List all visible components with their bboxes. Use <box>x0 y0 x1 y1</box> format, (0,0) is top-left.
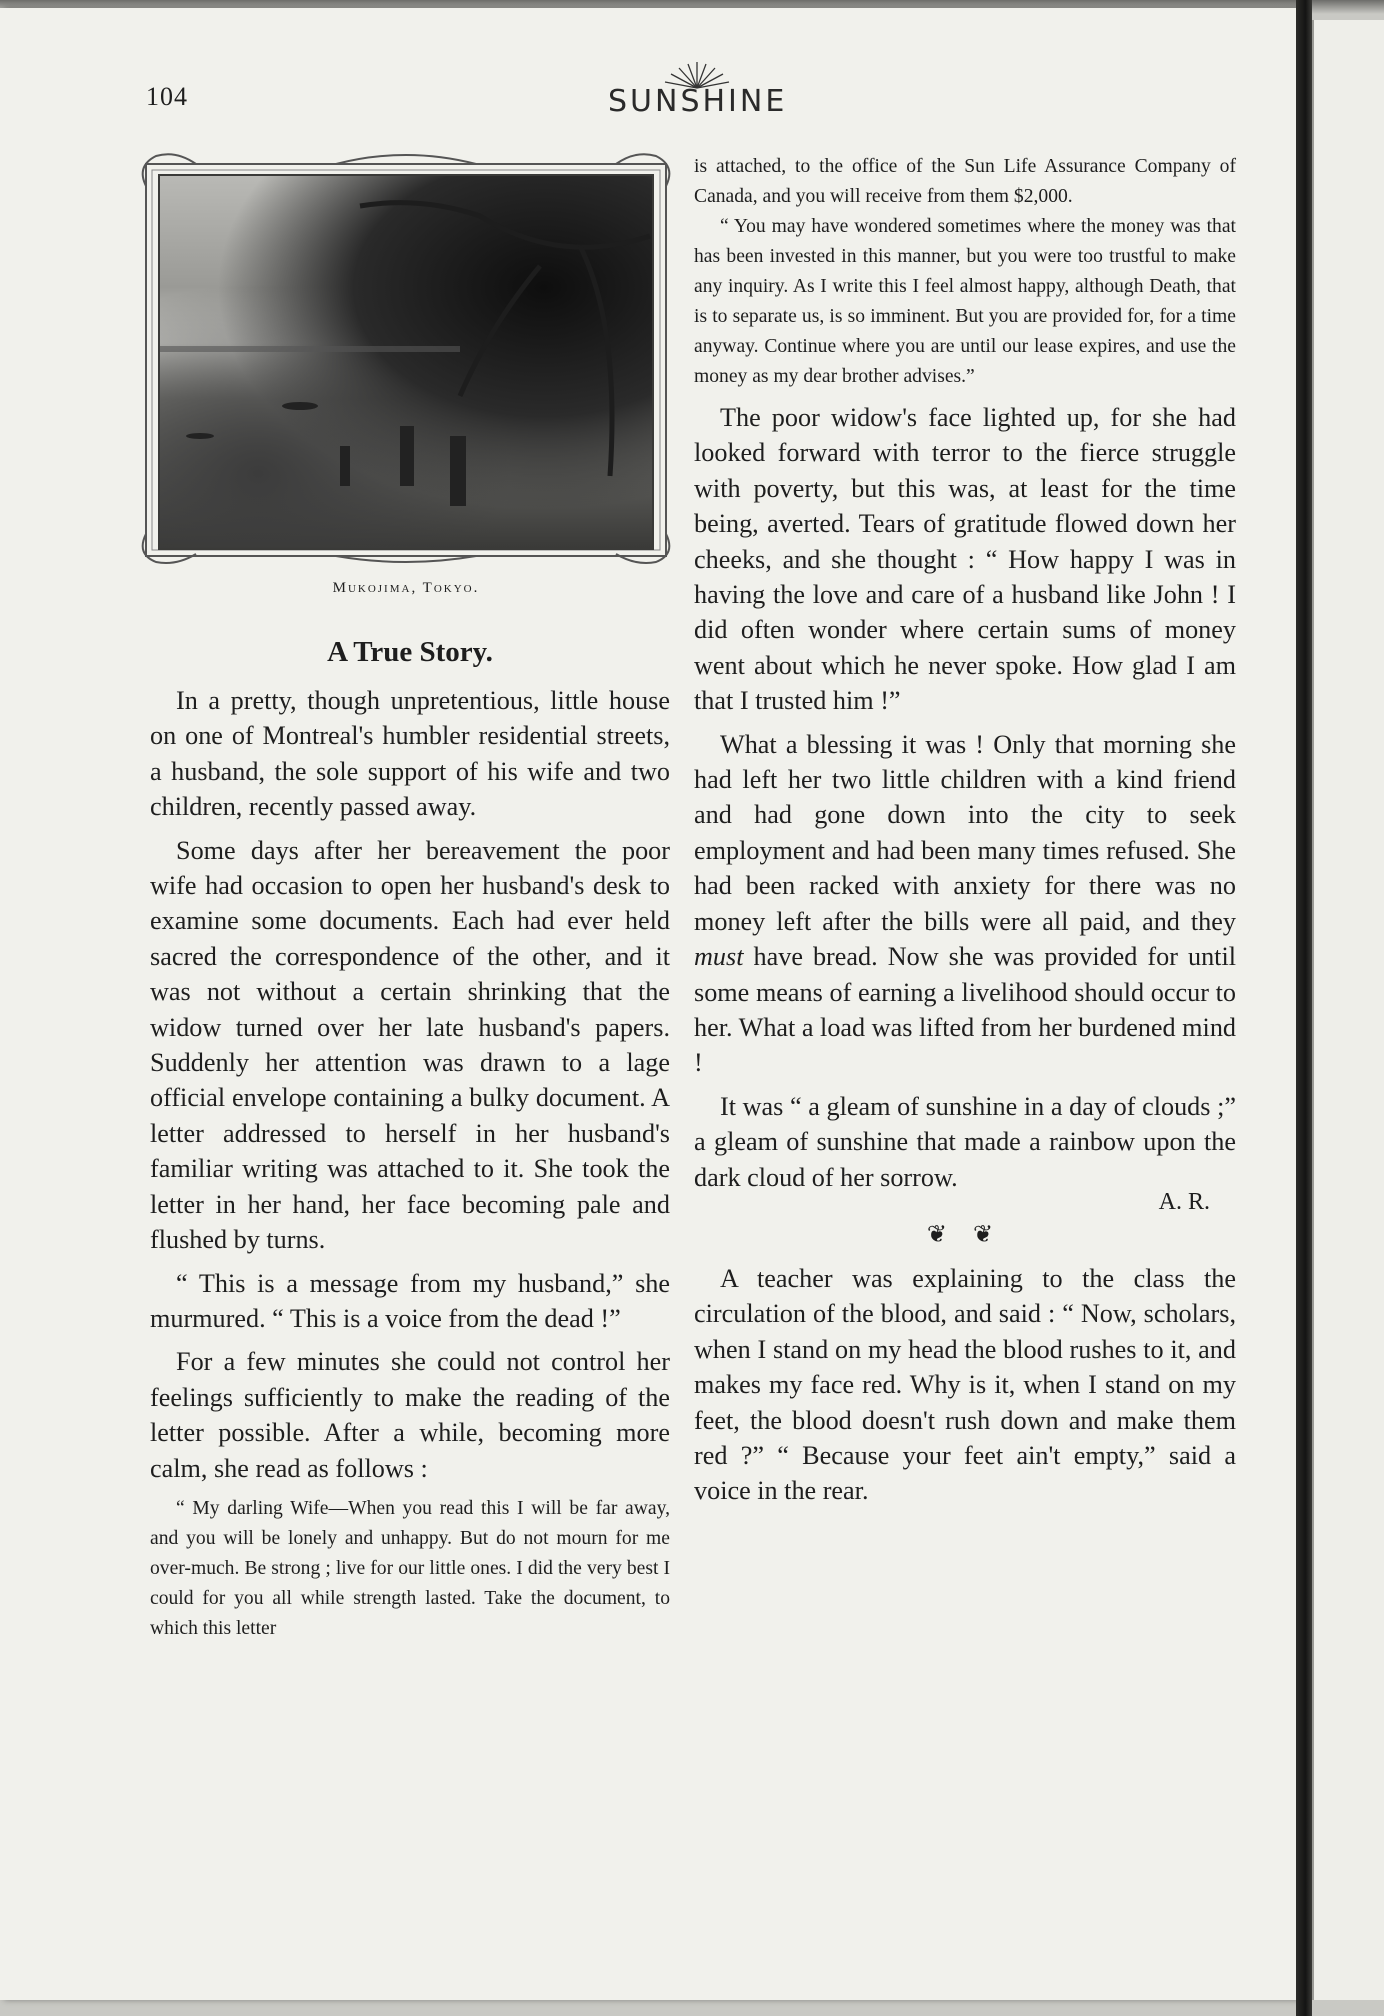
left-column <box>150 620 670 1644</box>
paragraph: For a few minutes she could not control her feelings sufficiently to make the reading of the letter possible. After a while, becoming more calm, she read as follows : <box>150 1347 670 1483</box>
letter-text: “ You may have wondered sometimes where the money was that has been invested in this manner, but you were too trustful to make any inquiry. As I write this I feel almost happy, although Death, that is to separate us, is so imminent. But you are provided for, for a time anyway. Continue where you are until our lease expires, and use the money as my dear brother advises.” <box>694 216 1236 387</box>
anecdote-paragraph: A teacher was explaining to the class the circulation of the blood, and said : “ Now, scholars, when I stand on my head the blood rushes to it, and makes my face red. Why is it, when I stand on my feet, the blood doesn't rush down and make them red ?” “ Because your feet ain't empty,” said a voice in the rear. <box>694 1263 1236 1506</box>
fleuron-ornament-icon: ❦ ❦ <box>926 1221 1004 1248</box>
author-signature: A. R. <box>1158 1188 1210 1215</box>
paragraph <box>694 727 1236 1081</box>
article-title: A True Story. <box>327 636 493 668</box>
page-binding <box>1296 0 1312 2016</box>
photograph-frame <box>136 146 676 566</box>
paragraph-text: have bread. Now she was provided for until some means of earning a livelihood should occur to her. What a load was lifted from her burdened mind ! <box>694 942 1237 1078</box>
page-number: 104 <box>146 82 188 111</box>
facing-page-edge <box>1312 20 1384 2000</box>
paragraph: In a pretty, though unpretentious, little house on one of Montreal's humbler residential streets, a husband, the sole support of his wife and two children, recently passed away. <box>150 686 670 822</box>
photo-caption: Mukojima, Tokyo. <box>332 580 480 596</box>
cherry-blossom-river-photo <box>158 174 654 550</box>
paragraph: Some days after her bereavement the poor wife had occasion to open her husband's desk to examine some documents. Each had ever held sacred the correspondence of the other, and it was not without a certain shrinking that the widow turned over her late husband's papers. Suddenly her attention was drawn to a lage official envelope containing a bulky document. A letter addressed to herself in her husband's familiar writing was attached to it. She took the letter in her hand, her face becoming pale and flushed by turns. <box>150 835 670 1255</box>
paragraph: “ This is a message from my husband,” she murmured. “ This is a voice from the dead !” <box>150 1268 670 1333</box>
letter-text: is attached, to the office of the Sun Life Assurance Company of Canada, and you will receive from them $2,000. <box>694 156 1236 207</box>
emphasis: must <box>694 942 744 972</box>
paragraph: It was “ a gleam of sunshine in a day of clouds ;” a gleam of sunshine that made a rainbow upon the dark cloud of her sorrow. <box>694 1091 1236 1192</box>
paragraph: The poor widow's face lighted up, for she had looked forward with terror to the fierce struggle with poverty, but this was, at least for the time being, averted. Tears of gratitude flowed down her cheeks, and she thought : “ How happy I was in having the love and care of a husband like John ! I did often wonder where certain sums of money went about which he never spoke. How glad I am that I trusted him !” <box>694 403 1236 716</box>
magazine-title: SUNSHINE <box>608 84 788 119</box>
letter-text: “ My darling Wife—When you read this I will be far away, and you will be lonely and unhappy. But do not mourn for me over-much. Be strong ; live for our little ones. I did the very best I could for you all while strength lasted. Take the document, to which this letter <box>150 1497 670 1639</box>
paragraph-text: What a blessing it was ! Only that morning she had left her two little children with a kind friend and had gone down into the city to seek employment and had been many times refused. She had been racked with anxiety for there was no money left after the bills were all paid, and they <box>694 729 1236 936</box>
right-column <box>694 152 1236 1509</box>
